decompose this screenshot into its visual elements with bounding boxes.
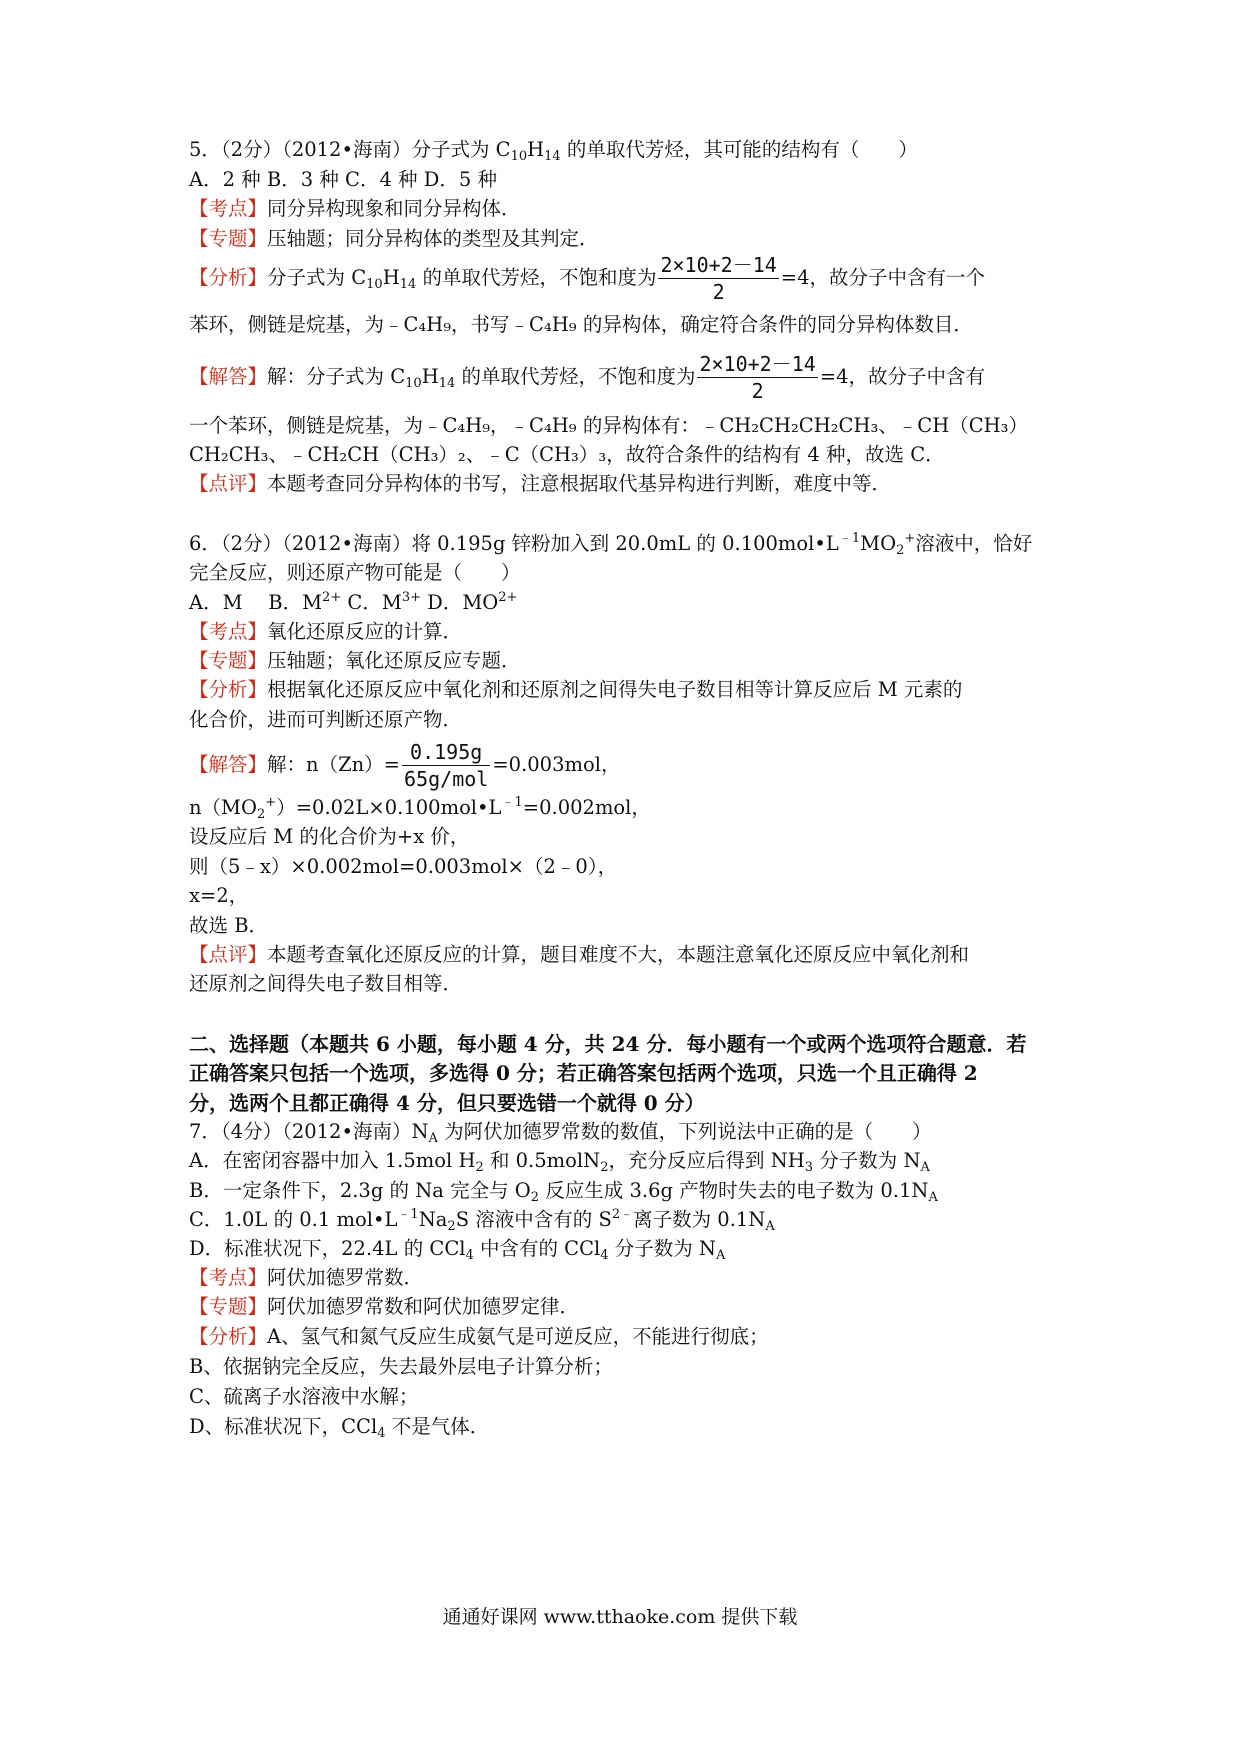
q7-option-a: A．在密闭容器中加入 1.5mol $H_2$ 和 0.5molN$_2$，充分反应后得到 $NH_3$ 分子数为 $N_A$: [189, 1149, 930, 1175]
q5-stem: 5．（2分）（2012•海南）分子式为 $C_{10}H_{14}$ 的单取代芳烃，其可能的结构有（ ）: [189, 138, 918, 164]
q6-dianping-line2: 还原剂之间得失电子数目相等．: [189, 972, 463, 995]
q5-jieda-line3: CH₂CH₃、﹣CH₂CH（CH₃）₂、﹣C（CH₃）₃，故符合条件的结构有 4 种，故选 C．: [189, 443, 945, 466]
q7-fenxi-line2: B、依据钠完全反应，失去最外层电子计算分析；: [189, 1355, 613, 1378]
q7-fenxi-line4: D、标准状况下，CCl$_4$ 不是气体．: [189, 1415, 490, 1441]
fraction-zn-moles: $\frac{0.195g}{\text{65g/mol}}$: [404, 740, 489, 791]
q7-option-d: D．标准状况下，22.4L 的 CCl$_4$ 中含有的 CCl$_4$ 分子数为 $N_A$: [189, 1237, 726, 1263]
q6-jieda-line5: x=2，: [189, 884, 249, 907]
q5-options: A．2 种 B．3 种 C．4 种 D．5 种: [189, 168, 497, 191]
section2-heading-line2: 正确答案只包括一个选项，多选得 0 分；若正确答案包括两个选项，只选一个且正确得 2: [189, 1061, 978, 1085]
q6-fenxi: 【分析】根据氧化还原反应中氧化剂和还原剂之间得失电子数目相等计算反应后 M 元素的: [189, 678, 963, 701]
q7-kaodian: 【考点】阿伏加德罗常数．: [189, 1266, 424, 1289]
q6-fenxi-line2: 化合价，进而可判断还原产物．: [189, 708, 463, 731]
fraction-unsaturation-2: $\frac{2\times 10+2-14}{2}$: [699, 352, 816, 403]
q5-fenxi-line2: 苯环，侧链是烷基，为﹣C₄H₉，书写﹣C₄H₉ 的异构体，确定符合条件的同分异构体数目．: [189, 313, 973, 336]
q5-fenxi: 【分析】分子式为 $C_{10}H_{14}$ 的单取代芳烃，不饱和度为 $\frac{2\times 10+2-14}{2}$ =4，故分子中含有一个: [189, 253, 986, 304]
q5-zhuanti: 【专题】压轴题；同分异构体的类型及其判定．: [189, 227, 599, 250]
fraction-unsaturation: $\frac{2\times 10+2-14}{2}$: [660, 253, 777, 304]
q7-option-c: C．1.0L 的 0.1 $mol•L^{﹣1}Na_2S$ 溶液中含有的 $S^{2﹣}$离子数为 $0.1N_A$: [189, 1207, 775, 1234]
q6-zhuanti: 【专题】压轴题；氧化还原反应专题．: [189, 649, 521, 672]
q6-kaodian: 【考点】氧化还原反应的计算．: [189, 620, 463, 643]
q7-option-b: B．一定条件下，2.3g 的 Na 完全与 $O_2$ 反应生成 3.6g 产物时失去的电子数为 $0.1N_A$: [189, 1179, 938, 1205]
q6-options: A．M B．$M^{2+}$ C．$M^{3+}$ D．$MO^{2+}$: [189, 590, 518, 614]
q6-jieda-line2: $n(MO_2^+)=0.02L\times 0.100mol•L^{﹣1}=0.002mol$，: [189, 795, 651, 822]
q6-stem: 6．（2分）（2012•海南）将 0.195g 锌粉加入到 20.0mL 的 $0.100mol•L^{﹣1}MO_2^+$溶液中，恰好: [189, 531, 1033, 558]
q7-fenxi: 【分析】A、氢气和氮气反应生成氨气是可逆反应，不能进行彻底；: [189, 1325, 769, 1348]
q6-stem-line2: 完全反应，则还原产物可能是（ ）: [189, 561, 521, 584]
q6-jieda-line4: 则（5﹣x）×0.002mol=0.003mol×（2﹣0），: [189, 855, 618, 878]
section2-heading-line3: 分，选两个且都正确得 4 分，但只要选错一个就得 0 分）: [189, 1091, 705, 1115]
q5-jieda: 【解答】解：分子式为 $C_{10}H_{14}$ 的单取代芳烃，不饱和度为 $\frac{2\times 10+2-14}{2}$ =4，故分子中含有: [189, 352, 986, 403]
q7-zhuanti: 【专题】阿伏加德罗常数和阿伏加德罗定律．: [189, 1295, 580, 1318]
page-footer: 通通好课网 www.tthaoke.com 提供下载: [442, 1606, 798, 1628]
q6-jieda-line3: 设反应后 M 的化合价为+x 价，: [189, 825, 470, 848]
q7-stem: 7．（4分）（2012•海南）$N_A$ 为阿伏加德罗常数的数值，下列说法中正确的是（ ）: [189, 1120, 932, 1146]
q5-kaodian: 【考点】同分异构现象和同分异构体．: [189, 197, 521, 220]
q5-jieda-line2: 一个苯环，侧链是烷基，为﹣C₄H₉，﹣C₄H₉ 的异构体有：﹣CH₂CH₂CH₂CH₃、﹣CH（CH₃）: [189, 414, 1028, 437]
q5-dianping: 【点评】本题考查同分异构体的书写，注意根据取代基异构进行判断，难度中等．: [189, 472, 892, 495]
section2-heading-line1: 二、选择题（本题共 6 小题，每小题 4 分，共 24 分．每小题有一个或两个选项符合题意．若: [189, 1032, 1027, 1056]
q6-dianping: 【点评】本题考查氧化还原反应的计算，题目难度不大，本题注意氧化还原反应中氧化剂和: [189, 943, 970, 966]
q7-fenxi-line3: C、硫离子水溶液中水解；: [189, 1385, 419, 1408]
q6-jieda-line6: 故选 B．: [189, 914, 269, 937]
q6-jieda: 【解答】解：n（Zn）= $\frac{0.195g}{\text{65g/mol}}$ =0.003mol，: [189, 740, 621, 791]
